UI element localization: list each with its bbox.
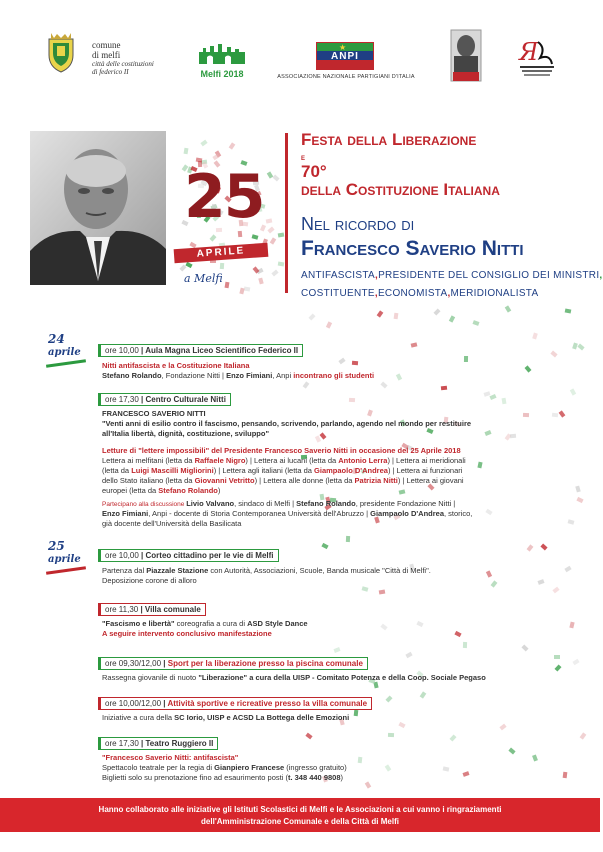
confetti-piece	[472, 320, 479, 326]
confetti-piece	[229, 143, 236, 150]
comune-crest-icon	[45, 33, 77, 73]
event2-lettere3: dello Stato italiano (letta da Giovanni Vetritto) | Lettera alle donne (letta da Patrizia Nitti) | Lettera ai giovani	[102, 476, 464, 485]
confetti-piece	[354, 710, 359, 716]
big-25: 25	[184, 162, 264, 232]
footer-line2: dell'Amministrazione Comunale e della Città di Melfi	[201, 817, 399, 826]
confetti-piece	[552, 586, 559, 593]
event5-time: ore 09,30/12,00	[105, 659, 162, 668]
footer-bar	[0, 798, 600, 832]
title-e: e	[301, 152, 306, 162]
comune-line1: comune	[92, 40, 121, 50]
anpi-logo-text: ANPI	[331, 51, 359, 62]
melfi-logo-text: Melfi 2018	[200, 69, 244, 79]
roles-line1: ANTIFASCISTA,PRESIDENTE DEL CONSIGLIO DEI MINISTRI,	[301, 270, 603, 281]
confetti-piece	[449, 316, 455, 323]
confetti-piece	[427, 428, 434, 434]
event2-participants3: già docente dell'Università della Basilicata	[102, 519, 242, 528]
title-line3: della Costituzione Italiana	[301, 180, 500, 199]
anpi-caption: ASSOCIAZIONE NAZIONALE PARTIGIANI D'ITALIA	[277, 74, 415, 80]
melfi-2018-logo	[197, 42, 247, 78]
confetti-piece	[380, 624, 387, 631]
confetti-piece	[486, 509, 493, 516]
day-24	[48, 333, 81, 359]
event7-time: ore 17,30	[105, 739, 139, 748]
event4-header: ore 11,30 | Villa comunale	[98, 603, 206, 616]
confetti-piece	[464, 356, 468, 362]
event1-title: Nitti antifascista e la Costituzione Italiana	[102, 361, 250, 370]
event2-participants2: Enzo Fimiani, Anpi - docente di Storia Contemporanea Università dell'Abruzzo | Giampaolo D'Andrea, storico,	[102, 509, 473, 518]
day-25-month: aprile	[48, 554, 81, 565]
ricordo-line: Nel ricordo di	[301, 214, 415, 234]
confetti-piece	[388, 733, 394, 737]
confetti-piece	[417, 621, 424, 627]
confetti-piece	[576, 497, 583, 503]
event7-line2: Spettacolo teatrale per la regia di Gianpiero Francese (ingresso gratuito)	[102, 763, 347, 772]
comune-tag2: di federico II	[92, 68, 129, 76]
confetti-piece	[378, 589, 385, 594]
confetti-piece	[555, 664, 562, 671]
confetti-piece	[384, 764, 391, 771]
confetti-piece	[565, 309, 572, 314]
confetti-piece	[338, 357, 345, 364]
confetti-piece	[550, 351, 557, 358]
confetti-piece	[525, 365, 532, 372]
confetti-piece	[322, 543, 329, 549]
confetti-piece	[411, 342, 418, 347]
confetti-piece	[399, 490, 406, 495]
confetti-piece	[308, 313, 315, 320]
confetti-piece	[319, 432, 326, 439]
comune-tag1: città delle costituzioni	[92, 60, 154, 68]
event7-line1: "Francesco Saverio Nitti: antifascista"	[102, 753, 239, 762]
confetti-piece	[502, 397, 507, 404]
role-antifascista: ANTIFASCISTA	[301, 270, 375, 281]
confetti-piece	[462, 771, 469, 777]
event1-place: Aula Magna Liceo Scientifico Federico II	[145, 346, 299, 355]
confetti-piece	[526, 544, 533, 551]
event2-time: ore 17,30	[105, 395, 139, 404]
confetti-piece	[367, 409, 373, 416]
svg-text:Я: Я	[519, 38, 539, 66]
comune-line2: di melfi	[92, 50, 121, 60]
confetti-piece	[349, 398, 355, 402]
confetti-piece	[362, 587, 369, 592]
day-25-num: 25	[48, 539, 65, 553]
confetti-piece	[200, 140, 207, 147]
confetti-piece	[302, 381, 309, 388]
confetti-piece	[433, 308, 440, 315]
role-economista: ECONOMISTA	[377, 288, 448, 299]
confetti-piece	[532, 332, 538, 339]
event2-lettere1: Lettera ai melfitani (letta da Raffaele Nigro) | Lettera ai lucani (letta da Antonio Lerra) | Lettera ai meridionali	[102, 456, 466, 465]
title-divider	[285, 133, 288, 293]
confetti-piece	[358, 756, 363, 762]
a-melfi: a Melfi	[184, 272, 223, 285]
event3-line2: Deposizione corone di alloro	[102, 576, 197, 585]
confetti-piece	[568, 520, 575, 525]
event3-place: Corteo cittadino per le vie di Melfi	[145, 551, 274, 560]
confetti-piece	[406, 652, 413, 658]
confetti-piece	[333, 647, 340, 653]
event3-header: ore 10,00 | Corteo cittadino per le vie di Melfi	[98, 549, 279, 562]
confetti-piece	[510, 434, 516, 438]
confetti-piece	[420, 691, 427, 698]
confetti-piece	[537, 579, 544, 585]
event7-place: Teatro Ruggiero II	[145, 739, 214, 748]
day-25	[48, 540, 81, 566]
confetti-piece	[306, 733, 313, 740]
day-24-num: 24	[48, 332, 65, 346]
25-aprile-emblem	[170, 150, 280, 295]
confetti-piece	[398, 721, 405, 727]
role-presidente: PRESIDENTE DEL CONSIGLIO DEI MINISTRI	[378, 270, 600, 281]
confetti-piece	[385, 695, 392, 702]
footer-line1: Hanno collaborato alle iniziative gli Istituti Scolastici di Melfi e le Associazioni a cui vanno i ringraziamenti	[98, 805, 502, 814]
confetti-piece	[485, 430, 492, 436]
anpi-logo	[316, 42, 374, 70]
event2-quote1: "Venti anni di esilio contro il fascismo, pensando, scrivendo, parlando, agendo nel mondo per restituire	[102, 419, 472, 428]
confetti-piece	[569, 389, 575, 396]
confetti-piece	[580, 733, 587, 740]
confetti-piece	[505, 305, 512, 312]
event6-time: ore 10,00/12,00	[105, 699, 162, 708]
event2-lettere4: europei (letta da Stefano Rolando)	[102, 486, 221, 495]
confetti-piece	[396, 374, 402, 381]
event2-quote2: all'Italia libertà, dignità, costituzione, sviluppo"	[102, 429, 270, 438]
event4-line2: A seguire intervento conclusivo manifestazione	[102, 629, 272, 638]
confetti-piece	[540, 544, 547, 551]
event3-time: ore 10,00	[105, 551, 139, 560]
event4-line1: "Fascismo e libertà" coreografia a cura di ASD Style Dance	[102, 619, 308, 628]
confetti-piece	[554, 655, 560, 659]
confetti-piece	[570, 621, 575, 628]
confetti-piece	[455, 630, 462, 636]
confetti-piece	[559, 411, 566, 418]
event5-header: ore 09,30/12,00 | Sport per la liberazione presso la piscina comunale	[98, 657, 368, 670]
confetti-piece	[441, 386, 447, 391]
event6-place: Attività sportive e ricreative presso la villa comunale	[167, 699, 368, 708]
confetti-piece	[522, 644, 529, 651]
confetti-piece	[509, 747, 516, 754]
role-meridionalista: MERIDIONALISTA	[450, 288, 539, 299]
nitti-name: Francesco Saverio Nitti	[301, 237, 524, 260]
confetti-piece	[577, 343, 584, 350]
confetti-piece	[351, 361, 357, 365]
roles-line2: COSTITUENTE,ECONOMISTA,MERIDIONALISTA	[301, 288, 539, 299]
title-70: 70°	[301, 162, 327, 181]
confetti-piece	[486, 570, 492, 577]
event5-place: Sport per la liberazione presso la piscina comunale	[167, 659, 363, 668]
event4-place: Villa comunale	[144, 605, 201, 614]
title-line1: Festa della Liberazione	[301, 130, 477, 149]
event2-place: Centro Culturale Nitti	[145, 395, 226, 404]
event2-letture: Letture di "lettere impossibili" del Presidente Francesco Saverio Nitti in occasione del 25 Aprile 2018	[102, 446, 461, 455]
confetti-piece	[573, 658, 580, 665]
confetti-piece	[523, 413, 529, 417]
confetti-piece	[500, 724, 507, 731]
event2-header: ore 17,30 | Centro Culturale Nitti	[98, 393, 231, 406]
event2-name: FRANCESCO SAVERIO NITTI	[102, 409, 206, 418]
event6-header: ore 10,00/12,00 | Attività sportive e ricreative presso la villa comunale	[98, 697, 372, 710]
event6-line1: Iniziative a cura della SC Iorio, UISP e ACSD La Bottega delle Emozioni	[102, 713, 350, 722]
confetti-piece	[393, 313, 398, 319]
confetti-piece	[346, 535, 350, 541]
day-25-underline	[46, 566, 86, 575]
event7-line3: Biglietti solo su prenotazione fino ad esaurimento posti (t. 348 440 9808)	[102, 773, 343, 782]
aprile-ribbon-text: APRILE	[196, 245, 246, 260]
event1-speakers: Stefano Rolando, Fondazione Nitti | Enzo Fimiani, Anpi incontrano gli studenti	[102, 371, 375, 380]
event1-time: ore 10,00	[105, 346, 139, 355]
aprile-ribbon	[174, 243, 269, 264]
confetti-piece	[376, 310, 383, 317]
confetti-piece	[575, 486, 580, 493]
confetti-piece	[563, 772, 568, 778]
role-costituente: COSTITUENTE	[301, 288, 375, 299]
event5-line1: Rassegna giovanile di nuoto "Liberazione" a cura della UISP - Comitato Potenza e della Coop. Sociale Pegaso	[102, 673, 486, 682]
confetti-piece	[381, 382, 388, 389]
comune-logo-text	[92, 40, 182, 76]
event1-header: ore 10,00 | Aula Magna Liceo Scientifico Federico II	[98, 344, 303, 357]
event2-lettere2: (letta da Luigi Mascilli Migliorini) | Lettera agli italiani (letta da Giampaolo D'Andrea) | Lettera ai funzionari	[102, 466, 463, 475]
event2-participants1: Partecipano alla discussione Livio Valvano, sindaco di Melfi | Stefano Rolando, presidente Fondazione Nitti |	[102, 499, 456, 508]
nitti-portrait	[30, 131, 166, 285]
confetti-piece	[490, 580, 497, 587]
confetti-piece	[442, 767, 449, 772]
confetti-piece	[532, 754, 538, 761]
confetti-piece	[326, 322, 332, 329]
day-24-underline	[46, 359, 86, 368]
event3-line1: Partenza dal Piazzale Stazione con Autorità, Associazioni, Scuole, Banda musicale "Città di Melfi".	[102, 566, 431, 575]
confetti-piece	[449, 735, 456, 742]
day-24-month: aprile	[48, 347, 81, 358]
confetti-piece	[463, 642, 467, 648]
castle-icon	[197, 42, 247, 64]
nitti-foundation-logo	[449, 28, 483, 83]
confetti-piece	[365, 781, 372, 788]
star-icon: ★	[339, 43, 347, 52]
fondazione-logo	[516, 34, 558, 82]
confetti-piece	[552, 412, 558, 417]
event4-time: ore 11,30	[105, 605, 139, 614]
event7-header: ore 17,30 | Teatro Ruggiero II	[98, 737, 218, 750]
confetti-piece	[477, 462, 482, 469]
confetti-piece	[565, 566, 572, 573]
